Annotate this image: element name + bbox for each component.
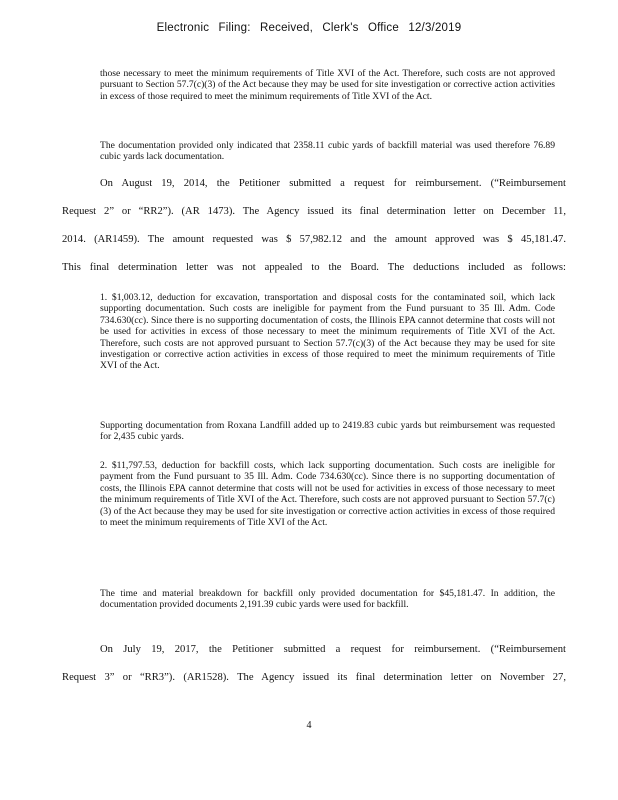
- rr3-line-1: On July 19, 2017, the Petitioner submitted a request for reimbursement. (“Reimbursement: [100, 644, 566, 655]
- rr2-line-1: On August 19, 2014, the Petitioner submitted a request for reimbursement. (“Reimbursement: [100, 178, 566, 189]
- rr3-line-2: Request 3” or “RR3”). (AR1528). The Agency issued its final determination letter on November 27,: [62, 672, 566, 683]
- paragraph-excess-costs: those necessary to meet the minimum requirements of Title XVI of the Act. Therefore, such costs are not approved pursuant to Section 57.7(c)(3) of the Act because they may be used for site investigation or corrective action activities in excess of those required to meet the minimum requirements of Title XVI of the Act.: [100, 68, 555, 102]
- deduction-item-2-note: The time and material breakdown for backfill only provided documentation for $45,181.47. In addition, the documentation provided documents 2,191.39 cubic yards were used for backfill.: [100, 588, 555, 611]
- rr2-line-4: This final determination letter was not appealed to the Board. The deductions included as follows:: [62, 262, 566, 273]
- rr2-line-2: Request 2” or “RR2”). (AR 1473). The Agency issued its final determination letter on December 11,: [62, 206, 566, 217]
- deduction-item-2: 2. $11,797.53, deduction for backfill costs, which lack supporting documentation. Such costs are ineligible for payment from the Fund pursuant to 35 Ill. Adm. Code 734.630(cc). Since there is no supporting documentation of costs, the Illinois EPA cannot determine that costs will not be used for activities in excess of those necessary to meet the minimum requirements of Title XVI of the Act. Therefore, such costs are not approved pursuant to Section 57.7(c)(3) of the Act because they may be used for site investigation or corrective action activities in excess of those required to meet the minimum requirements of Title XVI of the Act.: [100, 460, 555, 529]
- page-number: 4: [306, 720, 312, 731]
- filing-header: Electronic Filing: Received, Clerk's Office 12/3/2019: [156, 22, 462, 34]
- deduction-item-1: 1. $1,003.12, deduction for excavation, transportation and disposal costs for the contaminated soil, which lack supporting documentation. Such costs are ineligible for payment from the Fund pursuant to 35 Ill. Adm. Code 734.630(cc). Since there is no supporting documentation of costs, the Illinois EPA cannot determine that costs will not be used for activities in excess of those necessary to meet the minimum requirements of Title XVI of the Act. Therefore, such costs are not approved pursuant to Section 57.7(c)(3) of the Act because they may be used for site investigation or corrective action activities in excess of those required to meet the minimum requirements of Title XVI of the Act.: [100, 292, 555, 372]
- rr2-line-3: 2014. (AR1459). The amount requested was $ 57,982.12 and the amount approved was $ 45,181.47.: [62, 234, 566, 245]
- deduction-item-1-note: Supporting documentation from Roxana Landfill added up to 2419.83 cubic yards but reimbursement was requested for 2,435 cubic yards.: [100, 420, 555, 443]
- paragraph-documentation: The documentation provided only indicated that 2358.11 cubic yards of backfill material was used therefore 76.89 cubic yards lack documentation.: [100, 140, 555, 163]
